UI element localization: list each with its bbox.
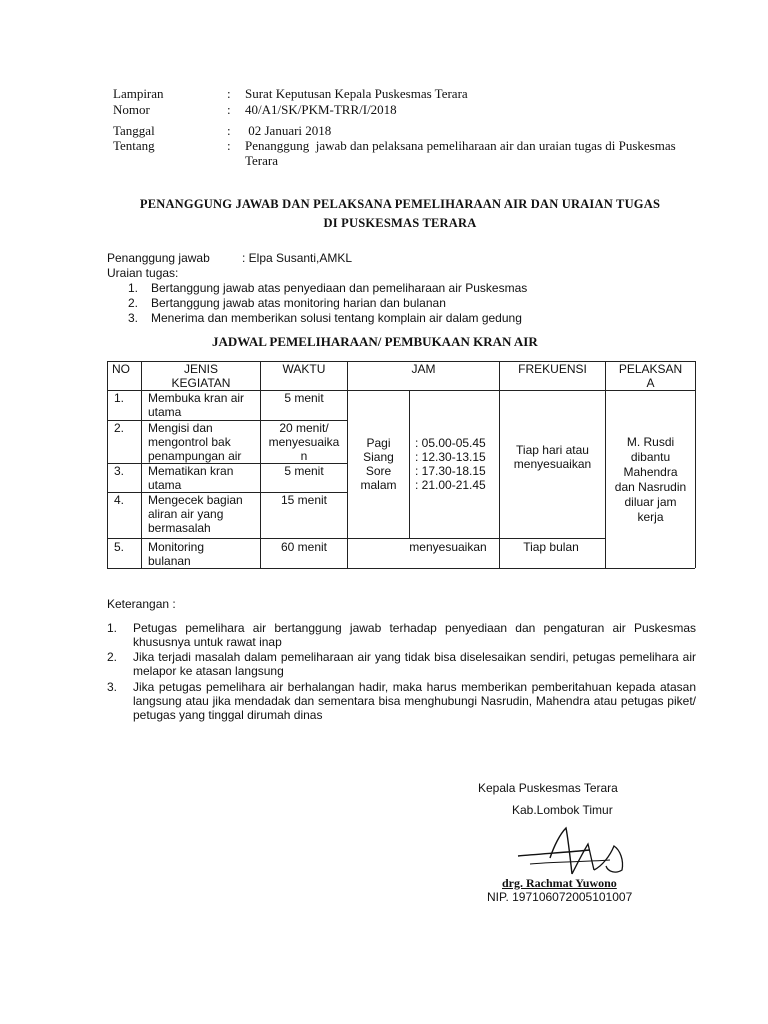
meta-value: 40/A1/SK/PKM-TRR/I/2018 (245, 102, 397, 117)
tasks-label: Uraian tugas: (107, 266, 179, 280)
pelaksana-value: M. Rusdi dibantu Mahendra dan Nasrudin diluar jam kerja (614, 435, 687, 524)
row-kegiatan: Monitoring bulanan (148, 540, 205, 568)
row-no: 5. (114, 540, 125, 554)
task-number: 1. (127, 281, 138, 295)
table-rule (409, 390, 410, 538)
schedule-title: JADWAL PEMELIHARAAN/ PEMBUKAAN KRAN AIR (212, 334, 538, 349)
row-waktu: 5 menit (284, 391, 324, 405)
note-text: Petugas pemelihara air bertanggung jawab terhadap penyediaan dan pengaturan air Puskesmas khususnya untuk rawat inap (133, 621, 696, 649)
row-waktu: 60 menit (280, 540, 328, 554)
meta-label: Nomor (113, 102, 150, 117)
row5-jam: menyesuaikan (409, 540, 487, 554)
row-waktu: 20 menit/ menyesuaika n (268, 421, 340, 463)
table-rule (107, 568, 695, 569)
signature-position: Kepala Puskesmas Terara (478, 781, 618, 795)
note-number: 2. (107, 650, 118, 664)
row-no: 2. (114, 421, 125, 435)
jam-times: : 05.00-05.45 : 12.30-13.15 : 17.30-18.15 : 21.00-21.45 (415, 436, 486, 492)
meta-value: 02 Januari 2018 (245, 123, 332, 138)
header-pelaksana: PELAKSAN A (618, 362, 683, 390)
meta-colon: : (227, 123, 231, 138)
meta-colon: : (227, 138, 231, 153)
table-rule (695, 361, 696, 568)
note-text: Jika petugas pemelihara air berhalangan hadir, maka harus memberikan pemberitahuan kepada atasan langsung atau jika mendadak dan sementara bisa menghubungi Nasrudin, Mahendra atau petugas piket/ petugas yang tinggal dirumah dinas (133, 680, 696, 722)
meta-label: Tentang (113, 138, 155, 153)
meta-value: Penanggung jawab dan pelaksana pemeliharaan air dan uraian tugas di Puskesmas Terara (245, 138, 679, 168)
signatory-nip: NIP. 197106072005101007 (487, 890, 633, 904)
signatory-name: drg. Rachmat Yuwono (502, 876, 617, 890)
task-number: 2. (127, 296, 138, 310)
header-jam: JAM (411, 362, 436, 376)
task-text: Bertanggung jawab atas penyediaan dan pemeliharaan air Puskesmas (151, 281, 528, 295)
responsible-value: : Elpa Susanti,AMKL (242, 251, 353, 265)
row-no: 1. (114, 391, 125, 405)
notes-label: Keterangan : (107, 597, 176, 611)
handwritten-signature (510, 826, 640, 882)
signature-location: Kab.Lombok Timur (512, 803, 613, 817)
note-number: 1. (107, 621, 118, 635)
row5-frekuensi: Tiap bulan (523, 540, 579, 554)
row-kegiatan: Membuka kran air utama (148, 391, 245, 419)
note-text: Jika terjadi masalah dalam pemeliharaan air yang tidak bisa diselesaikan sendiri, petugas pemelihara air melapor ke atasan langsung (133, 650, 696, 678)
header-waktu: WAKTU (282, 362, 326, 376)
note-number: 3. (107, 680, 118, 694)
row-waktu: 15 menit (280, 493, 328, 507)
task-text: Menerima dan memberikan solusi tentang komplain air dalam gedung (151, 311, 522, 325)
row-no: 3. (114, 464, 125, 478)
meta-label: Lampiran (113, 86, 164, 101)
table-rule (107, 538, 605, 539)
row-kegiatan: Mematikan kran utama (148, 464, 234, 492)
responsible-label: Penanggung jawab (107, 251, 210, 265)
meta-label: Tanggal (113, 123, 155, 138)
table-rule (141, 361, 142, 568)
document-title-line2: DI PUSKESMAS TERARA (323, 216, 477, 230)
meta-value: Surat Keputusan Kepala Puskesmas Terara (245, 86, 468, 101)
row-kegiatan: Mengisi dan mengontrol bak penampungan air (148, 421, 242, 463)
task-number: 3. (127, 311, 138, 325)
meta-colon: : (227, 86, 231, 101)
task-text: Bertanggung jawab atas monitoring harian dan bulanan (151, 296, 446, 310)
meta-colon: : (227, 102, 231, 117)
document-title-line1: PENANGGUNG JAWAB DAN PELAKSANA PEMELIHARAAN AIR DAN URAIAN TUGAS (139, 197, 661, 211)
row-kegiatan: Mengecek bagian aliran air yang bermasalah (148, 493, 243, 535)
jam-periods: Pagi Siang Sore malam (360, 436, 397, 492)
table-rule (107, 361, 108, 568)
row-no: 4. (114, 493, 125, 507)
frekuensi-daily: Tiap hari atau menyesuaikan (513, 443, 592, 471)
header-no: NO (112, 362, 130, 376)
header-jenis: JENIS KEGIATAN (171, 362, 231, 390)
header-frekuensi: FREKUENSI (518, 362, 587, 376)
row-waktu: 5 menit (284, 464, 324, 478)
